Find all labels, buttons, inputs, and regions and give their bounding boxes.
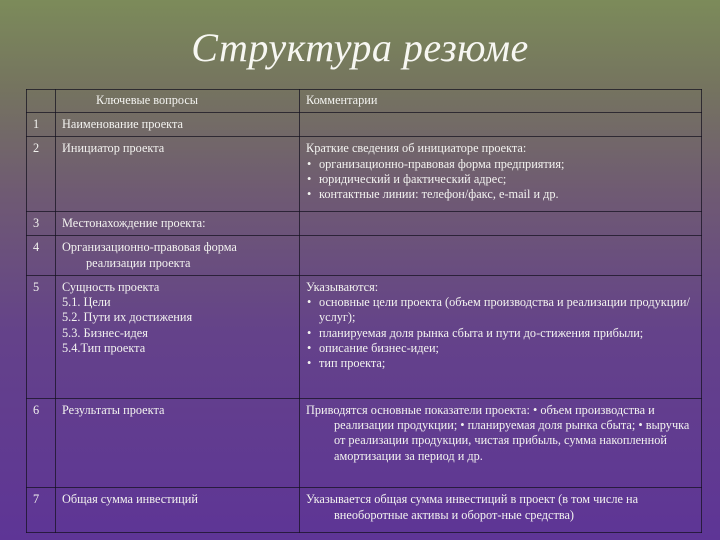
comment-bullet-list [306, 157, 696, 203]
comment-bullet: • планируемая доля рынка сбыта и пути до-стижения прибыли; [306, 326, 696, 341]
row-comment [300, 275, 702, 398]
comment-bullet: • юридический и фактический адрес; [306, 172, 696, 187]
resume-structure-table [26, 89, 702, 533]
comment-paragraph: Приводятся основные показатели проекта: • объем производства и реализации продукции; • планируемая доля рынка сбыта; • выручка от реализации продукции, чистая прибыль, сумма накопленной амортизации за период и др. [306, 402, 690, 463]
row-number: 7 [27, 488, 56, 533]
header-number-cell [27, 90, 56, 113]
table-row [27, 236, 702, 275]
row-question [56, 275, 300, 398]
question-line: Общая сумма инвестиций [62, 492, 198, 507]
row-question [56, 488, 300, 533]
question-line: 5.3. Бизнес-идея [62, 325, 148, 340]
question-line: Сущность проекта [62, 279, 160, 294]
row-comment [300, 398, 702, 488]
header-key-questions: Ключевые вопросы [56, 90, 300, 113]
comment-bullet-list [306, 295, 696, 372]
row-number: 2 [27, 137, 56, 212]
row-question [56, 137, 300, 212]
row-number: 1 [27, 112, 56, 136]
comment-bullet: • тип проекта; [306, 356, 696, 371]
slide-title: Структура резюме [191, 25, 529, 70]
row-number: 6 [27, 398, 56, 488]
question-line: Местонахождение проекта: [62, 216, 206, 231]
question-line: 5.1. Цели [62, 294, 111, 309]
row-comment [300, 112, 702, 136]
row-number: 3 [27, 212, 56, 236]
comment-bullet: • организационно-правовая форма предприятия; [306, 157, 696, 172]
table-row [27, 398, 702, 488]
question-line: реализации проекта [86, 255, 191, 270]
comment-intro: Краткие сведения об инициаторе проекта: [306, 141, 527, 156]
row-question [56, 236, 300, 275]
row-question [56, 112, 300, 136]
table-row [27, 112, 702, 136]
table-row [27, 488, 702, 533]
resume-structure-table-container [26, 89, 701, 533]
row-comment [300, 212, 702, 236]
table-row [27, 137, 702, 212]
row-question [56, 212, 300, 236]
row-comment [300, 236, 702, 275]
comment-intro: Указываются: [306, 279, 379, 294]
question-line: 5.4.Тип проекта [62, 341, 146, 355]
header-comments: Комментарии [300, 90, 702, 113]
question-line: Наименование проекта [62, 116, 183, 131]
row-comment [300, 137, 702, 212]
table-row [27, 275, 702, 398]
comment-bullet: • основные цели проекта (объем производства и реализации продукции/услуг); [306, 295, 696, 326]
row-number: 5 [27, 275, 56, 398]
row-question [56, 398, 300, 488]
comment-bullet: • контактные линии: телефон/факс, e-mail и др. [306, 187, 696, 202]
table-row [27, 212, 702, 236]
comment-paragraph: Указывается общая сумма инвестиций в проект (в том числе на внеоборотные активы и оборот-ные средства) [306, 492, 639, 522]
comment-bullet: • описание бизнес-идеи; [306, 341, 696, 356]
question-line: 5.2. Пути их достижения [62, 310, 193, 325]
question-line: Инициатор проекта [62, 141, 165, 156]
question-line: Результаты проекта [62, 402, 165, 417]
row-number: 4 [27, 236, 56, 275]
row-comment [300, 488, 702, 533]
table-header-row [27, 90, 702, 113]
question-line: Организационно-правовая форма [62, 240, 237, 255]
